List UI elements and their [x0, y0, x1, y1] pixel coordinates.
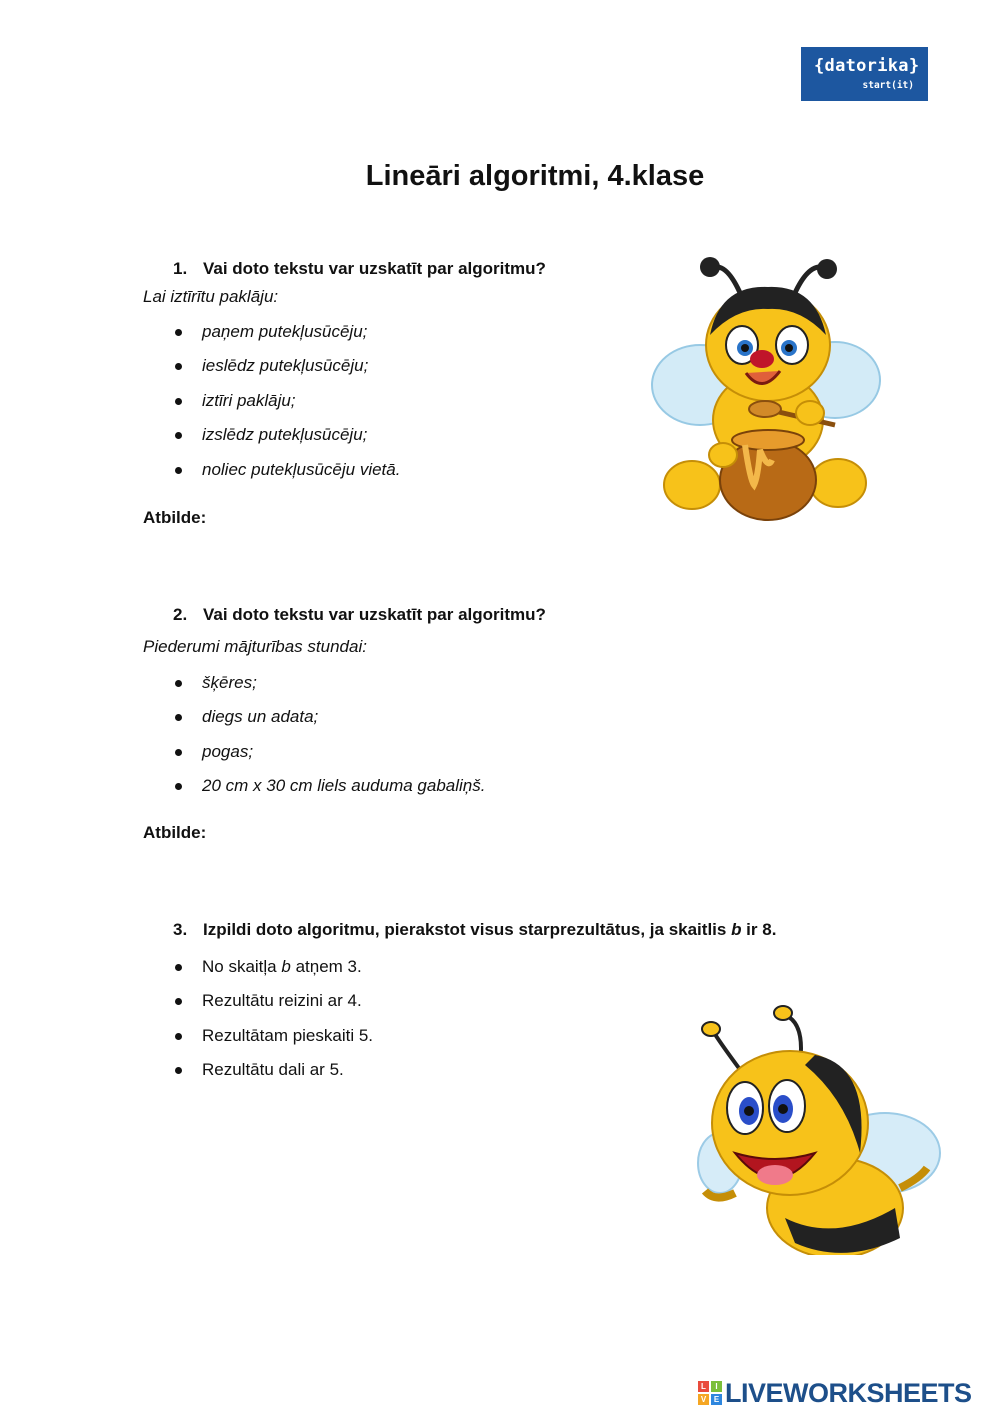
- watermark-tile: E: [711, 1394, 722, 1405]
- liveworksheets-watermark: [698, 1378, 972, 1408]
- question-2-intro: Piederumi mājturības stundai:: [143, 637, 367, 656]
- question-1-answer-label: Atbilde:: [143, 508, 207, 527]
- list-item: pogas;: [172, 742, 485, 776]
- question-3-text-before: Izpildi doto algoritmu, pierakstot visus starprezultātus, ja skaitlis: [203, 920, 732, 939]
- question-1-text: Vai doto tekstu var uzskatīt par algoritmu?: [203, 259, 546, 278]
- list-item: [172, 991, 373, 1025]
- list-item-text: Rezultātu reizini ar 4.: [202, 991, 362, 1011]
- list-item-text: Rezultātam pieskaiti 5.: [202, 1025, 374, 1045]
- list-item: paņem putekļusūcēju;: [172, 322, 400, 356]
- list-item: noliec putekļusūcēju vietā.: [172, 460, 400, 494]
- question-3: [173, 920, 776, 940]
- list-item-text: Rezultātu dali ar 5.: [202, 1060, 344, 1080]
- question-3-variable: b: [731, 920, 742, 939]
- watermark-tile: I: [711, 1381, 722, 1392]
- question-2: [173, 605, 546, 625]
- logo-main-text: {datorika}: [814, 56, 920, 76]
- question-3-text-after: ir 8.: [741, 920, 777, 939]
- question-2-list: [172, 673, 485, 811]
- question-2-text: Vai doto tekstu var uzskatīt par algoritmu?: [203, 605, 546, 624]
- smiling-bee-image: [695, 1003, 945, 1255]
- question-1-list: [172, 322, 400, 494]
- list-item: [172, 1026, 373, 1060]
- list-item: [172, 957, 373, 991]
- bee-with-honey-pot-image: [650, 245, 885, 525]
- list-item: izslēdz putekļusūcēju;: [172, 425, 400, 459]
- question-1: [173, 259, 546, 279]
- list-item: 20 cm x 30 cm liels auduma gabaliņš.: [172, 776, 485, 810]
- list-item: diegs un adata;: [172, 707, 485, 741]
- list-item-text: No skaitļa: [202, 957, 282, 976]
- datorika-logo: [801, 47, 928, 101]
- liveworksheets-text: LIVEWORKSHEETS: [725, 1377, 972, 1408]
- question-3-number: 3.: [173, 920, 188, 939]
- question-2-number: 2.: [173, 605, 188, 624]
- watermark-tile: L: [698, 1381, 709, 1392]
- question-3-list: [172, 957, 373, 1095]
- logo-sub-text: start(it): [862, 80, 914, 91]
- list-item: šķēres;: [172, 673, 485, 707]
- list-item-text-after: atņem 3.: [290, 957, 362, 976]
- question-1-number: 1.: [173, 259, 188, 278]
- watermark-tile: V: [698, 1394, 709, 1405]
- liveworksheets-tiles: [698, 1381, 722, 1405]
- list-item-variable: b: [281, 957, 291, 976]
- list-item: [172, 1060, 373, 1094]
- page-title: Lineāri algoritmi, 4.klase: [365, 160, 705, 192]
- list-item: iztīri paklāju;: [172, 391, 400, 425]
- question-2-answer-label: Atbilde:: [143, 823, 207, 842]
- question-1-intro: Lai iztīrītu paklāju:: [143, 287, 279, 306]
- list-item: ieslēdz putekļusūcēju;: [172, 356, 400, 390]
